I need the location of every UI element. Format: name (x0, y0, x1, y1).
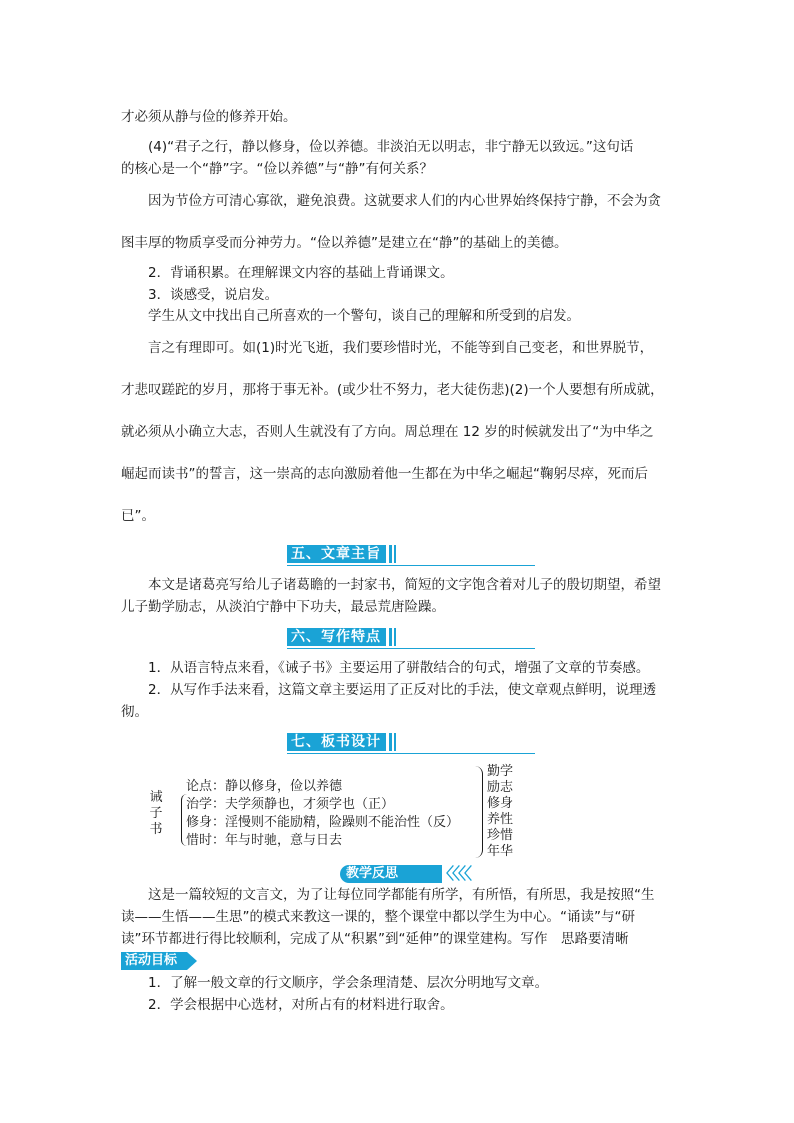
reflection-title: 教学反思 (346, 866, 399, 881)
board-item: 治学：夫学须静也，才须学也（正） (186, 797, 395, 812)
board-keyword: 年华 (487, 844, 514, 859)
heading-decor (389, 545, 392, 563)
section-heading-6 (287, 626, 535, 649)
text-line: 2．背诵积累。在理解课文内容的基础上背诵课文。 (148, 265, 454, 281)
text-line: 3．谈感受，说启发。 (148, 287, 279, 303)
board-brace-right (472, 766, 483, 858)
text-line: 2．从写作手法来看，这篇文章主要运用了正反对比的手法，使文章观点鲜明，说理透 (148, 682, 657, 698)
section-title: 五、文章主旨 (287, 545, 386, 563)
text-line: 1．从语言特点来看，《诫子书》主要运用了骈散结合的句式，增强了文章的节奏感。 (148, 660, 650, 676)
text-line: 言之有理即可。如(1)时光飞逝，我们要珍惜时光，不能等到自己变老，和世界脱节， (148, 340, 654, 356)
board-keyword: 励志 (487, 780, 514, 795)
reflection-banner (340, 865, 442, 883)
text-line: 因为节俭方可清心寡欲，避免浪费。这就要求人们的内心世界始终保持宁静，不会为贪 (148, 193, 661, 209)
heading-decor (394, 628, 396, 646)
section-heading-7 (287, 731, 535, 754)
goals-banner-tail (187, 952, 197, 970)
board-keywords (487, 764, 521, 860)
board-keyword: 修身 (487, 796, 514, 811)
text-line: 崛起而读书”的誓言，这一崇高的志向激励着他一生都在为中华之崛起“鞠躬尽瘁，死而后 (121, 466, 648, 482)
chevron-icon: 〈〈〈〈 (438, 864, 471, 883)
heading-decor (394, 733, 396, 751)
text-line: 这是一篇较短的文言文，为了让每位同学都能有所学，有所悟，有所思，我是按照“生 (148, 887, 655, 903)
text-line: 已”。 (121, 508, 155, 524)
text-line: 才必须从静与俭的修养开始。 (121, 109, 297, 125)
text-line: 才悲叹蹉跎的岁月，那将于事无补。(或少壮不努力，老大徒伤悲)(2)一个人要想有所成就， (121, 382, 664, 398)
goals-title: 活动目标 (125, 953, 178, 968)
heading-decor (389, 628, 392, 646)
board-title: 诫子书 (149, 790, 163, 837)
text-line: 读——生悟——生思”的模式来教这一课的，整个课堂中都以学生为中心。“诵读”与“研 (121, 909, 635, 925)
text-line: 1．了解一般文章的行文顺序，学会条理清楚、层次分明地写文章。 (148, 975, 549, 991)
text-line: 学生从文中找出自己所喜欢的一个警句，谈自己的理解和所受到的启发。 (148, 308, 580, 324)
text-line: 儿子勤学励志，从淡泊宁静中下功夫，最忌荒唐险躁。 (121, 599, 445, 615)
section-title: 六、写作特点 (287, 628, 386, 646)
text-line: 本文是诸葛亮写给儿子诸葛瞻的一封家书，简短的文字饱含着对儿子的殷切期望，希望 (148, 577, 661, 593)
board-item: 修身：淫慢则不能励精，险躁则不能治性（反） (186, 815, 460, 830)
text-line: 图丰厚的物质享受而分神劳力。“俭以养德”是建立在“静”的基础上的美德。 (121, 235, 568, 251)
board-keyword: 养性 (487, 812, 514, 827)
board-keyword: 勤学 (487, 764, 514, 779)
text-line: 读”环节都进行得比较顺利，完成了从“积累”到“延伸”的课堂建构。写作 思路要清晰 (121, 931, 629, 947)
text-line: 就必须从小确立大志，否则人生就没有了方向。周总理在 12 岁的时候就发出了“为中华之 (121, 424, 654, 440)
goals-banner (121, 952, 187, 970)
board-thesis: 论点：静以修身，俭以养德 (186, 779, 343, 794)
heading-decor (394, 545, 396, 563)
board-keyword: 珍惜 (487, 828, 514, 843)
heading-decor (389, 733, 392, 751)
text-line: 彻。 (121, 704, 148, 720)
text-line: (4)“君子之行，静以修身，俭以养德。非淡泊无以明志，非宁静无以致远。”这句话 (148, 139, 634, 155)
section-title: 七、板书设计 (287, 733, 386, 751)
board-item: 惜时：年与时驰，意与日去 (186, 833, 343, 848)
text-line: 2．学会根据中心选材，对所占有的材料进行取舍。 (148, 997, 454, 1013)
text-line: 的核心是一个“静”字。“俭以养德”与“静”有何关系？ (121, 161, 433, 177)
section-heading-5 (287, 543, 535, 566)
